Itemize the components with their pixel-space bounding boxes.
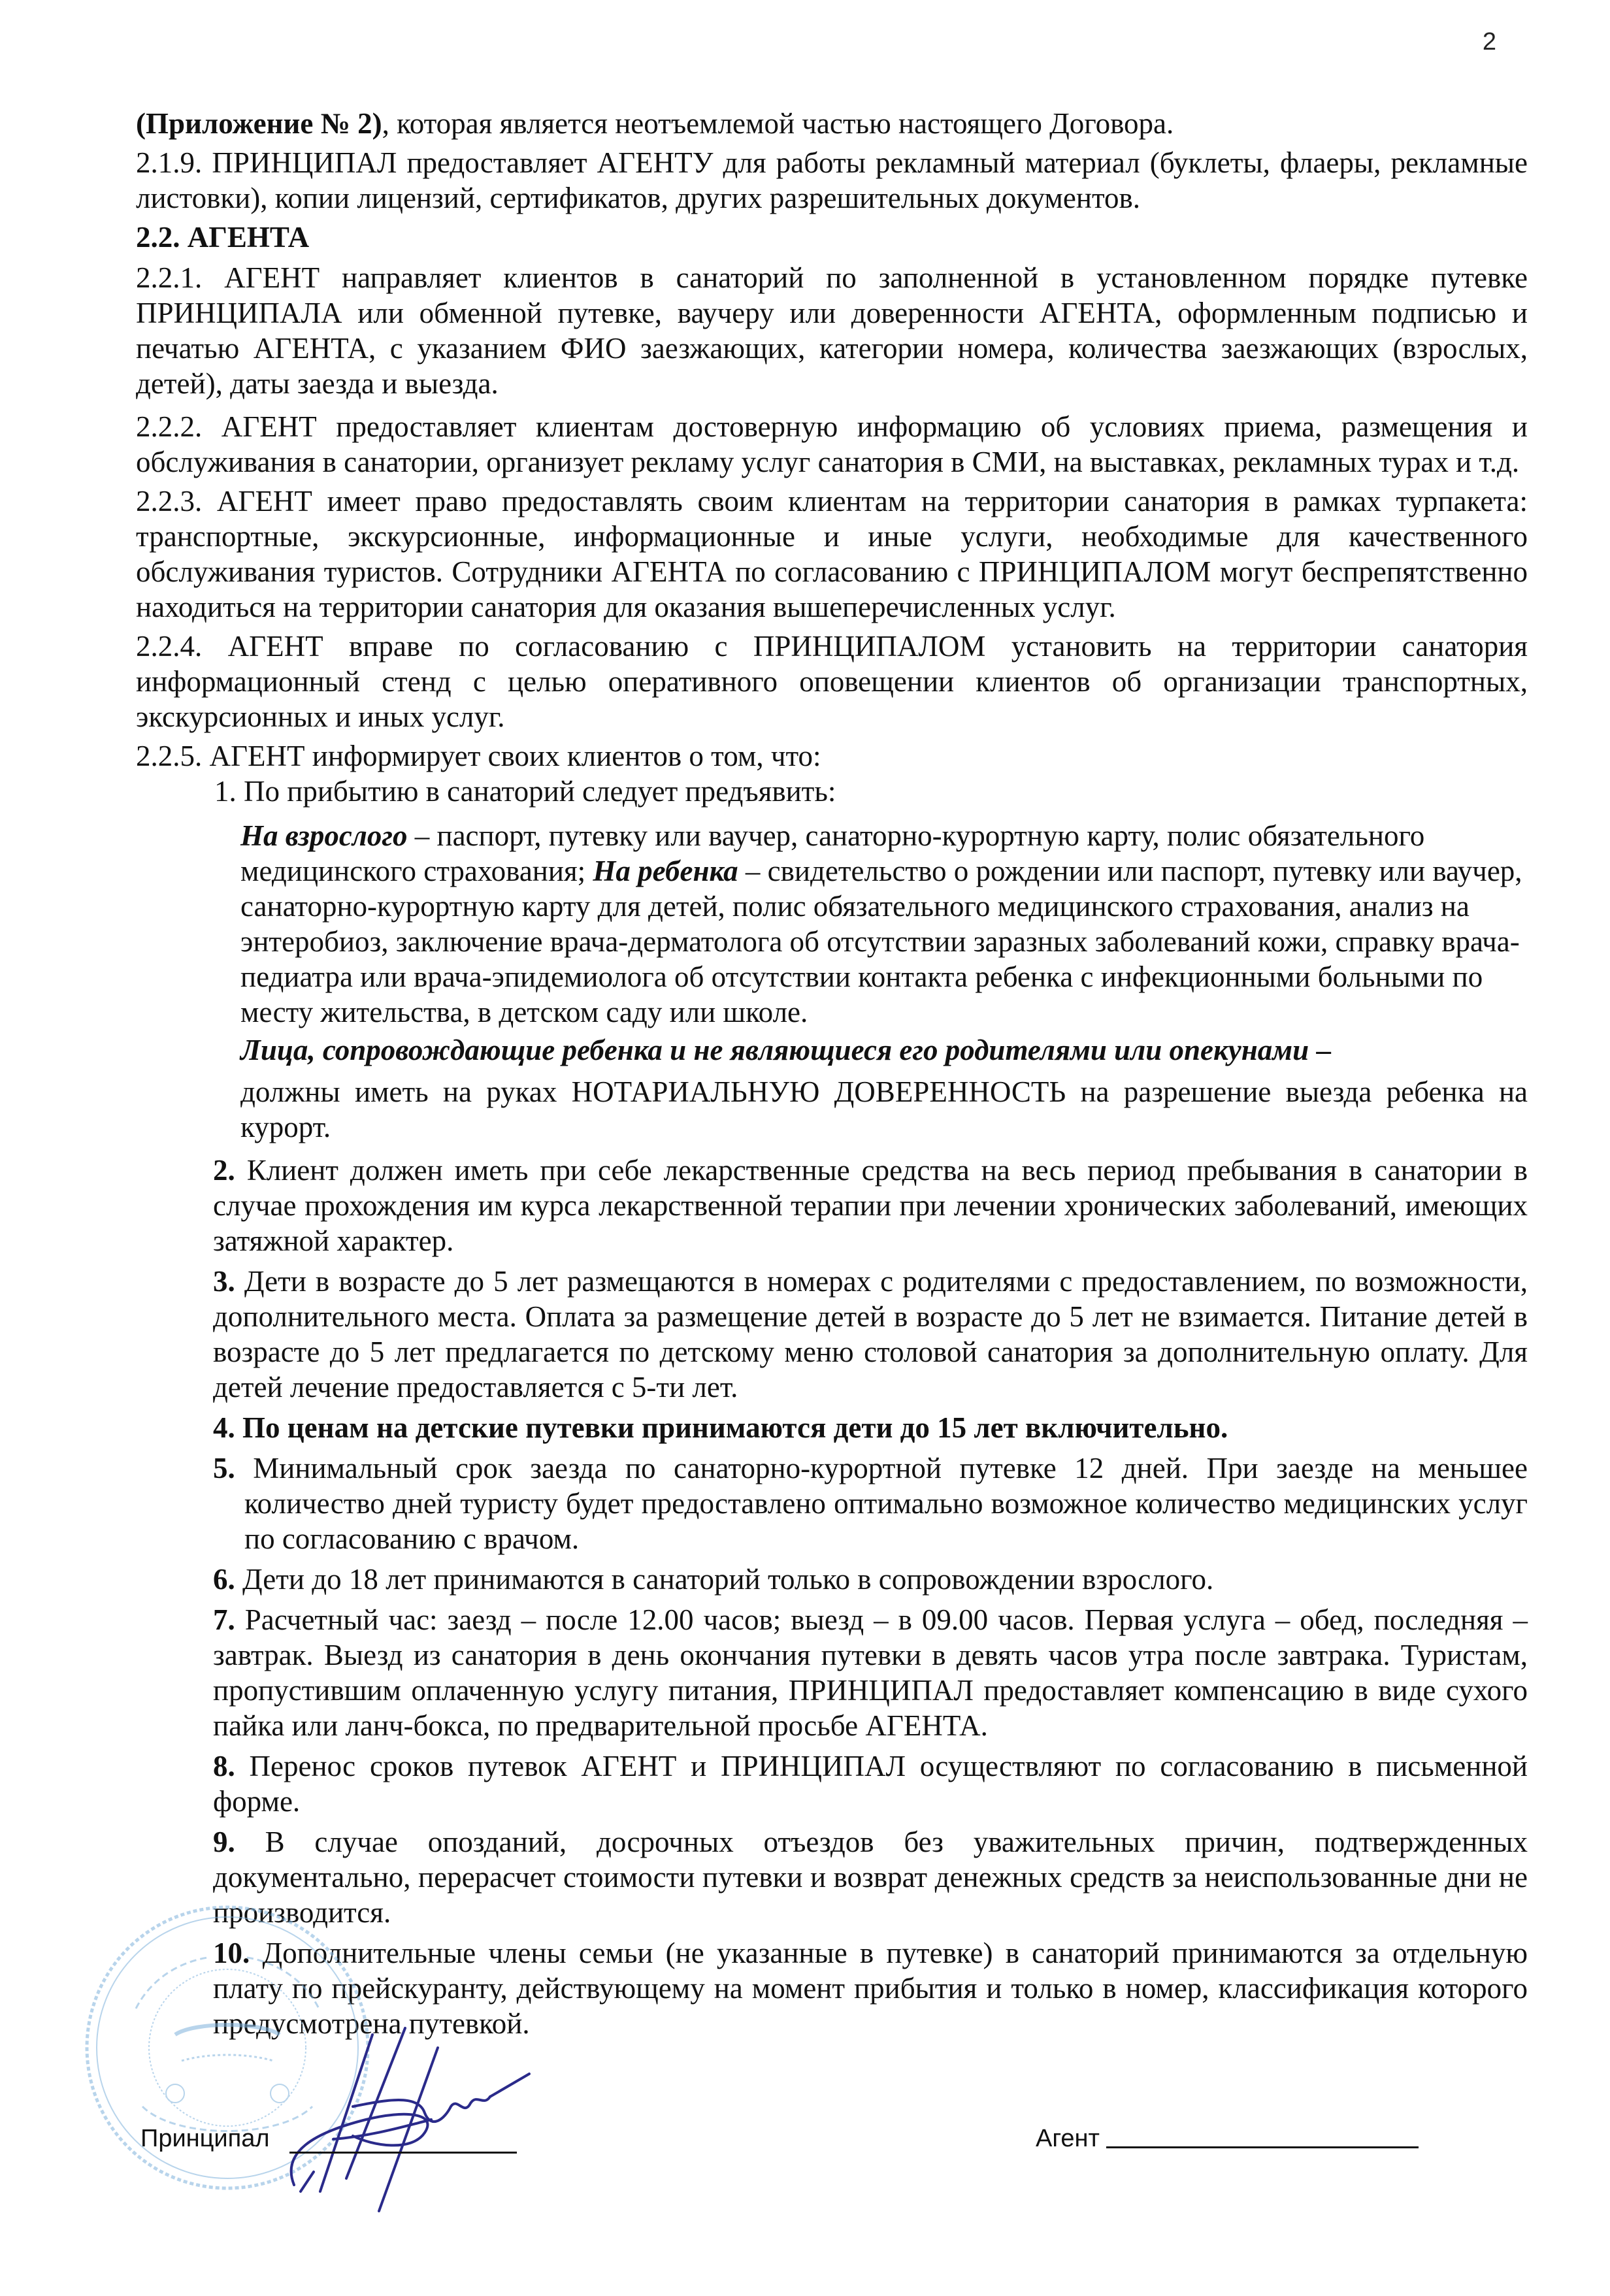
documents-adult-child bbox=[136, 818, 1528, 1030]
principal-signature-line bbox=[289, 2152, 517, 2154]
paragraph-appendix-ref bbox=[136, 106, 1528, 141]
adult-label: На взрослого bbox=[240, 819, 408, 852]
escort-label: Лица, сопровождающие ребенка и не являющиеся его родителями или опекунами bbox=[240, 1034, 1309, 1066]
appendix-ref-text: , которая является неотъемлемой частью настоящего Договора. bbox=[382, 107, 1174, 140]
list-item-9 bbox=[136, 1824, 1528, 1930]
agent-label: Агент bbox=[1036, 2125, 1100, 2152]
list-item-6 bbox=[136, 1562, 1528, 1597]
list-item-1: 1. По прибытию в санаторий следует предъявить: bbox=[214, 775, 836, 808]
clause-2-2-5: 2.2.5. АГЕНТ информирует своих клиентов о том, что: bbox=[136, 740, 821, 772]
item-text: Клиент должен иметь при себе лекарственные средства на весь период пребывания в санатории в случае прохождения им курса лекарственной терапии при лечении хронических заболеваний, имеющих затяжной характер. bbox=[213, 1154, 1528, 1257]
item-text: Минимальный срок заезда по санаторно-курортной путевке 12 дней. При заезде на меньшее количество дней туристу будет предоставлено оптимально возможное количество медицинских услуг по согласованию с врачом. bbox=[235, 1452, 1528, 1555]
section-heading-2-2: 2.2. АГЕНТА bbox=[136, 221, 310, 254]
clause-2-2-4: 2.2.4. АГЕНТ вправе по согласованию с ПРИНЦИПАЛОМ установить на территории санатория информационный стенд с целью оперативного оповещении клиентов об организации транспортных, экскурсионных и иных услуг. bbox=[136, 630, 1528, 733]
item-number: 7. bbox=[213, 1603, 235, 1636]
agent-signature-line bbox=[1106, 2146, 1419, 2148]
escort-dash: – bbox=[1309, 1034, 1331, 1066]
item-number: 3. bbox=[213, 1265, 235, 1298]
item-number: 9. bbox=[213, 1826, 235, 1858]
signature-footer bbox=[136, 2061, 1528, 2257]
item-text: Дети в возрасте до 5 лет размещаются в номерах с родителями с предоставлением, по возможности, дополнительного места. Оплата за размещение детей в возрасте до 5 лет не взимается. Питание детей в возрасте до 5 лет предлагается по детскому меню столовой санатория за дополнительную оплату. Для детей лечение предоставляется с 5-ти лет. bbox=[213, 1265, 1528, 1403]
clause-2-2-1: 2.2.1. АГЕНТ направляет клиентов в санаторий по заполненной в установленном порядке путевке ПРИНЦИПАЛА или обменной путевке, ваучеру или доверенности АГЕНТА, оформленным подписью и печатью АГЕНТА, с указанием ФИО заезжающих, категории номера, количества заезжающих (взрослых, детей), даты заезда и выезда. bbox=[136, 261, 1528, 400]
list-item-5 bbox=[136, 1451, 1528, 1556]
adult-text: – паспорт, путевку или ваучер, санаторно-курортную карту, полис обязательного медицинского страхования; bbox=[240, 819, 1425, 887]
list-item-4 bbox=[136, 1410, 1528, 1445]
list-item-10 bbox=[136, 1935, 1528, 2041]
signature-row bbox=[140, 2120, 1447, 2165]
principal-label: Принципал bbox=[140, 2125, 270, 2152]
child-text: – свидетельство о рождении или паспорт, путевку или ваучер, санаторно-курортную карту для детей, полис обязательного медицинского страхования, анализ на энтеробиоз, заключение врача-дерматолога об отсутствии заразных заболеваний кожи, справку врача-педиатра или врача-эпидемиолога об отсутствии контакта ребенка с инфекционными больными по месту жительства, в детском саду или школе. bbox=[240, 855, 1522, 1028]
item-number: 5. bbox=[213, 1452, 235, 1484]
document-body bbox=[136, 106, 1528, 2041]
item-number: 6. bbox=[213, 1563, 235, 1596]
appendix-ref-bold: (Приложение № 2) bbox=[136, 107, 382, 140]
list-item-7 bbox=[136, 1602, 1528, 1743]
item-text: По ценам на детские путевки принимаются дети до 15 лет включительно. bbox=[235, 1411, 1228, 1444]
list-item-8 bbox=[136, 1748, 1528, 1819]
item-number: 2. bbox=[213, 1154, 235, 1187]
list-item-2 bbox=[136, 1153, 1528, 1258]
item-number: 10. bbox=[213, 1937, 250, 1969]
child-label: На ребенка bbox=[593, 855, 738, 887]
escort-text: должны иметь на руках НОТАРИАЛЬНУЮ ДОВЕРЕННОСТЬ на разрешение выезда ребенка на курорт. bbox=[240, 1075, 1528, 1143]
item-number: 8. bbox=[213, 1750, 235, 1782]
item-text: Дополнительные члены семьи (не указанные в путевке) в санаторий принимаются за отдельную плату по прейскуранту, действующему на момент прибытия и только в номер, классификация которого предусмотрена путевкой. bbox=[213, 1937, 1528, 2040]
page-number: 2 bbox=[1482, 28, 1496, 56]
clause-2-1-9: 2.1.9. ПРИНЦИПАЛ предоставляет АГЕНТУ для работы рекламный материал (буклеты, флаеры, рекламные листовки), копии лицензий, сертификатов, других разрешительных документов. bbox=[136, 146, 1528, 214]
list-item-3 bbox=[136, 1264, 1528, 1405]
item-number: 4. bbox=[213, 1411, 235, 1444]
clause-2-2-3: 2.2.3. АГЕНТ имеет право предоставлять своим клиентам на территории санатория в рамках турпакета: транспортные, экскурсионные, информационные и иные услуги, необходимые для качественного обслуживания туристов. Сотрудники АГЕНТА по согласованию с ПРИНЦИПАЛОМ могут беспрепятственно находиться на территории санатория для оказания вышеперечисленных услуг. bbox=[136, 485, 1528, 623]
item-text: Дети до 18 лет принимаются в санаторий только в сопровождении взрослого. bbox=[235, 1563, 1214, 1596]
item-text: Расчетный час: заезд – после 12.00 часов; выезд – в 09.00 часов. Первая услуга – обед, последняя – завтрак. Выезд из санатория в день окончания путевки в девять часов утра после завтрака. Туристам, пропустившим оплаченную услугу питания, ПРИНЦИПАЛ предоставляет компенсацию в виде сухого пайка или ланч-бокса, по предварительной просьбе АГЕНТА. bbox=[213, 1603, 1528, 1742]
item-text: Перенос сроков путевок АГЕНТ и ПРИНЦИПАЛ осуществляют по согласованию в письменной форме. bbox=[213, 1750, 1528, 1818]
clause-2-2-2: 2.2.2. АГЕНТ предоставляет клиентам достоверную информацию об условиях приема, размещения и обслуживания в санатории, организует рекламу услуг санатория в СМИ, на выставках, рекламных турах и т.д. bbox=[136, 410, 1528, 478]
escort-note bbox=[136, 1032, 1528, 1068]
required-documents bbox=[136, 818, 1528, 1145]
item-text: В случае опозданий, досрочных отъездов без уважительных причин, подтвержденных документально, перерасчет стоимости путевки и возврат денежных средств за неиспользованные дни не производится. bbox=[213, 1826, 1528, 1929]
